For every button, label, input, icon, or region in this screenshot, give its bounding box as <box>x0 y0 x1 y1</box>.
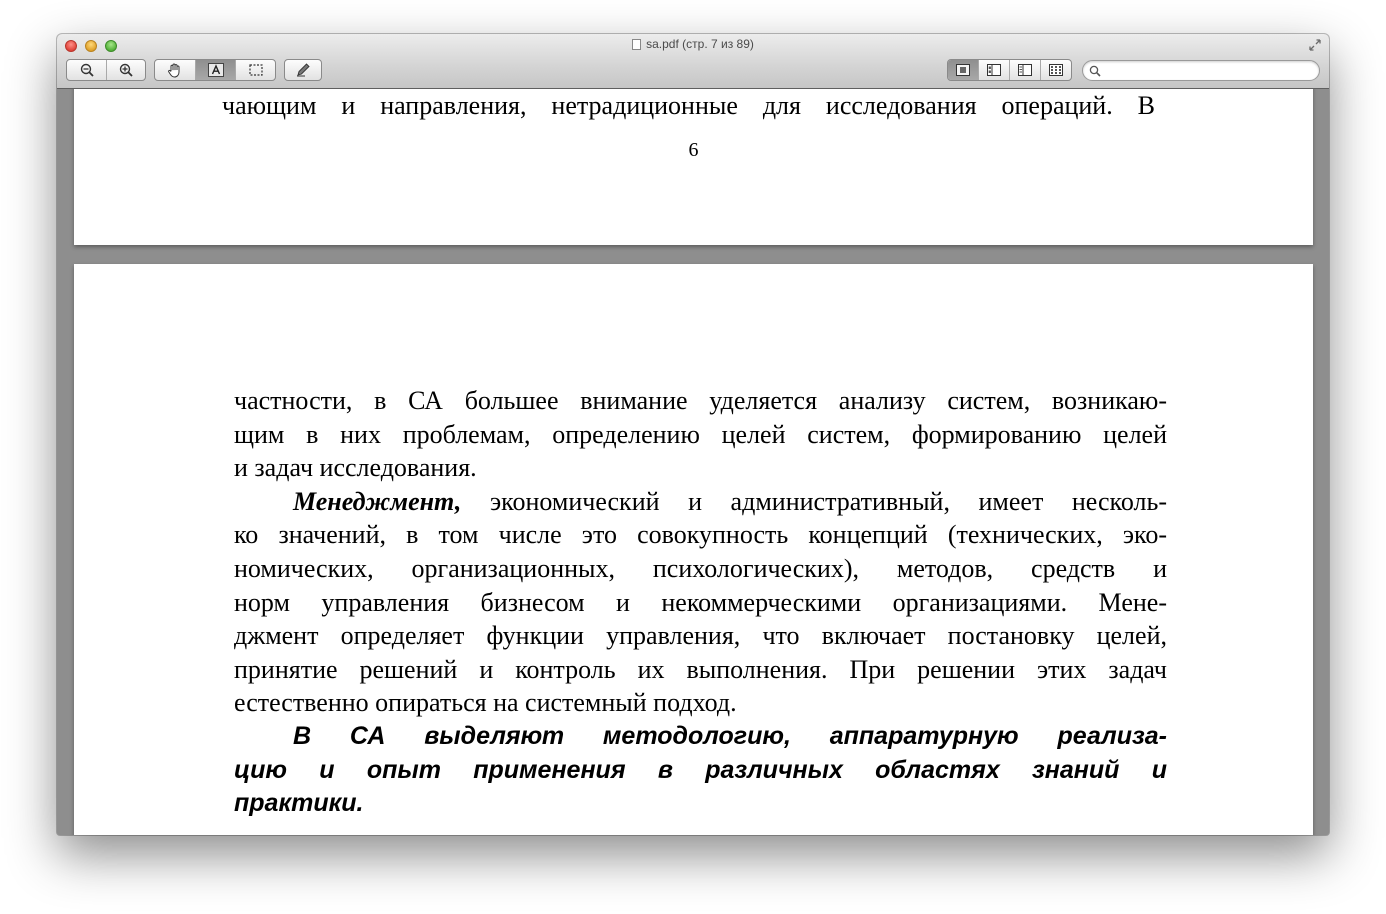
page-text-line <box>234 485 1167 519</box>
content-only-icon <box>956 64 970 76</box>
view-content-only-button[interactable] <box>948 60 979 80</box>
hand-tool-button[interactable] <box>155 60 196 80</box>
annotate-button[interactable] <box>285 60 321 80</box>
search-field[interactable] <box>1082 60 1320 81</box>
window-title <box>57 37 1329 51</box>
page-number: 6 <box>688 139 699 161</box>
window-title-text: sa.pdf (стр. 7 из 89) <box>646 37 754 51</box>
zoom-controls <box>66 59 146 81</box>
document-viewport[interactable] <box>57 89 1329 835</box>
preview-window <box>57 34 1329 835</box>
pdf-document-icon <box>632 39 641 50</box>
pencil-icon <box>296 63 311 77</box>
page-text-line: принятие решений и контроль их выполнения. При решении этих задач <box>234 654 1167 684</box>
zoom-out-button[interactable] <box>67 60 107 80</box>
zoom-out-icon <box>80 63 94 77</box>
pdf-page-7 <box>74 264 1313 835</box>
toc-icon <box>1018 64 1032 76</box>
view-thumbnails-button[interactable] <box>979 60 1010 80</box>
search-input[interactable] <box>1105 63 1310 78</box>
page-text-line: норм управления бизнесом и некоммерческими организациями. Мене- <box>234 587 1167 617</box>
page-body <box>234 384 1167 821</box>
view-contact-sheet-button[interactable] <box>1041 60 1071 80</box>
title-bar <box>57 34 1329 89</box>
emphasis-text-line: В СА выделяют методологию, аппаратурную реализа- <box>293 721 1167 750</box>
page-text-line: щим в них проблемам, определению целей систем, формированию целей <box>234 419 1167 449</box>
annotate-group <box>284 59 322 81</box>
text-select-icon <box>208 63 224 77</box>
term-management: Менеджмент, <box>293 486 462 516</box>
hand-tool-icon <box>167 63 183 78</box>
page-text-line: джмент определяет функции управления, что включает постановку целей, <box>234 621 1167 651</box>
text-select-button[interactable] <box>196 60 236 80</box>
zoom-in-button[interactable] <box>107 60 145 80</box>
rect-select-button[interactable] <box>236 60 275 80</box>
page-text-line: естественно опираться на системный подход. <box>234 688 737 718</box>
page-text-line: ко значений, в том числе это совокупность концепций (технических, эко- <box>234 520 1167 550</box>
contact-sheet-icon <box>1049 64 1063 76</box>
emphasis-text-line: цию и опыт применения в различных областях знаний и <box>234 755 1167 784</box>
page-text-line: и задач исследования. <box>234 453 477 483</box>
search-icon <box>1089 65 1101 77</box>
view-mode-selector <box>947 59 1072 81</box>
page-text-line: номических, организационных, психологических), методов, средств и <box>234 553 1167 583</box>
tool-selector <box>154 59 276 81</box>
pdf-page-6 <box>74 89 1313 245</box>
page-text-line: частности, в СА большее внимание уделяется анализу систем, возникаю- <box>234 386 1167 415</box>
fullscreen-icon[interactable] <box>1309 39 1321 51</box>
view-toc-button[interactable] <box>1010 60 1041 80</box>
rect-select-icon <box>249 64 263 76</box>
emphasis-text-line: практики. <box>234 789 364 818</box>
term-definition-start: экономический и административный, имеет несколь- <box>461 486 1167 516</box>
thumbnails-icon <box>987 64 1001 76</box>
zoom-in-icon <box>119 63 133 77</box>
page-text-line: чающим и направления, нетрадиционные для исследования операций. В <box>222 91 1155 120</box>
